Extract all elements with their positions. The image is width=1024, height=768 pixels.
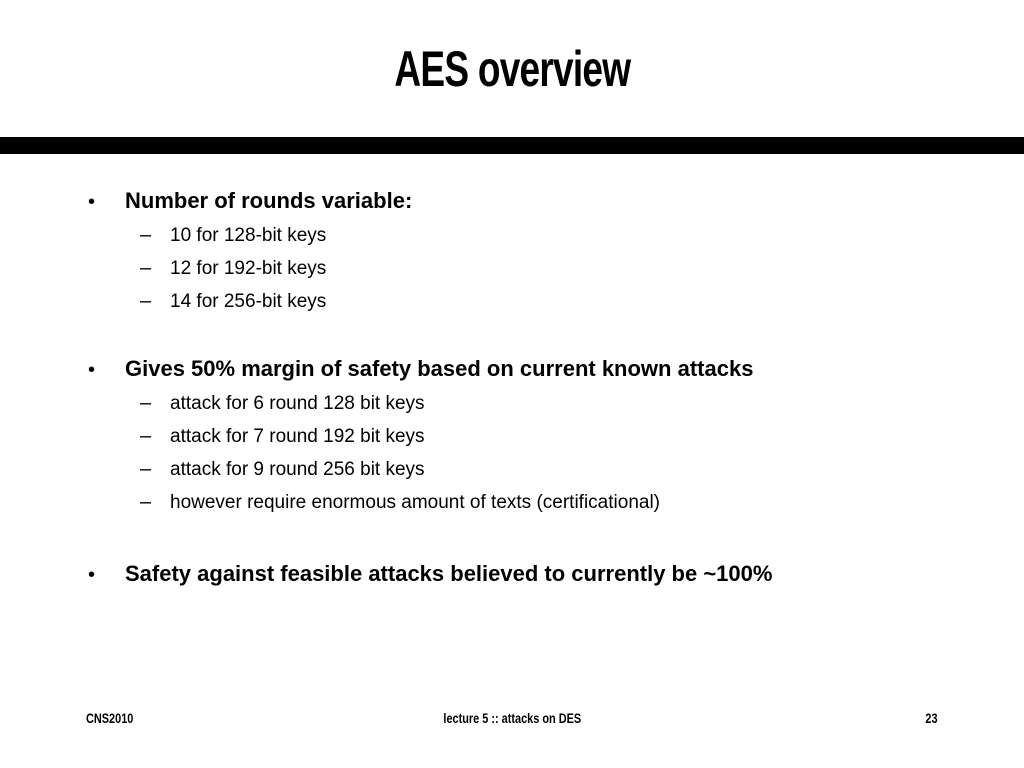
sub-text: attack for 6 round 128 bit keys bbox=[170, 393, 425, 414]
bullet-item bbox=[88, 354, 988, 385]
bullet-text: Gives 50% margin of safety based on current known attacks bbox=[125, 356, 754, 381]
bullet-dot: • bbox=[88, 564, 96, 586]
bullet-item bbox=[88, 186, 988, 217]
sub-dash: – bbox=[140, 392, 152, 414]
sub-dash: – bbox=[140, 290, 152, 312]
bullet-text: Safety against feasible attacks believed to currently be ~100% bbox=[125, 561, 773, 586]
sub-text: 10 for 128-bit keys bbox=[170, 225, 327, 246]
sub-text: attack for 7 round 192 bit keys bbox=[170, 426, 425, 447]
sub-text: however require enormous amount of texts (certificational) bbox=[170, 492, 661, 513]
sub-text: 14 for 256-bit keys bbox=[170, 291, 327, 312]
slide-title: AES overview bbox=[394, 41, 630, 97]
bullet-text: Number of rounds variable: bbox=[125, 188, 413, 213]
sub-text: 12 for 192-bit keys bbox=[170, 258, 327, 279]
bullet-dot: • bbox=[88, 359, 96, 381]
footer-course: CNS2010 bbox=[86, 710, 134, 726]
sub-text: attack for 9 round 256 bit keys bbox=[170, 459, 425, 480]
sub-dash: – bbox=[140, 458, 152, 480]
sub-item bbox=[140, 390, 960, 417]
sub-item bbox=[140, 288, 960, 315]
sub-item bbox=[140, 255, 960, 282]
sub-dash: – bbox=[140, 425, 152, 447]
sub-dash: – bbox=[140, 491, 152, 513]
footer-page-number: 23 bbox=[925, 710, 938, 726]
sub-dash: – bbox=[140, 257, 152, 279]
footer-lecture: lecture 5 :: attacks on DES bbox=[443, 710, 581, 726]
bullet-item bbox=[88, 559, 988, 590]
sub-item bbox=[140, 456, 960, 483]
sub-item bbox=[140, 423, 960, 450]
sub-dash: – bbox=[140, 224, 152, 246]
bullet-dot: • bbox=[88, 191, 96, 213]
sub-item bbox=[140, 489, 960, 516]
sub-item bbox=[140, 222, 960, 249]
